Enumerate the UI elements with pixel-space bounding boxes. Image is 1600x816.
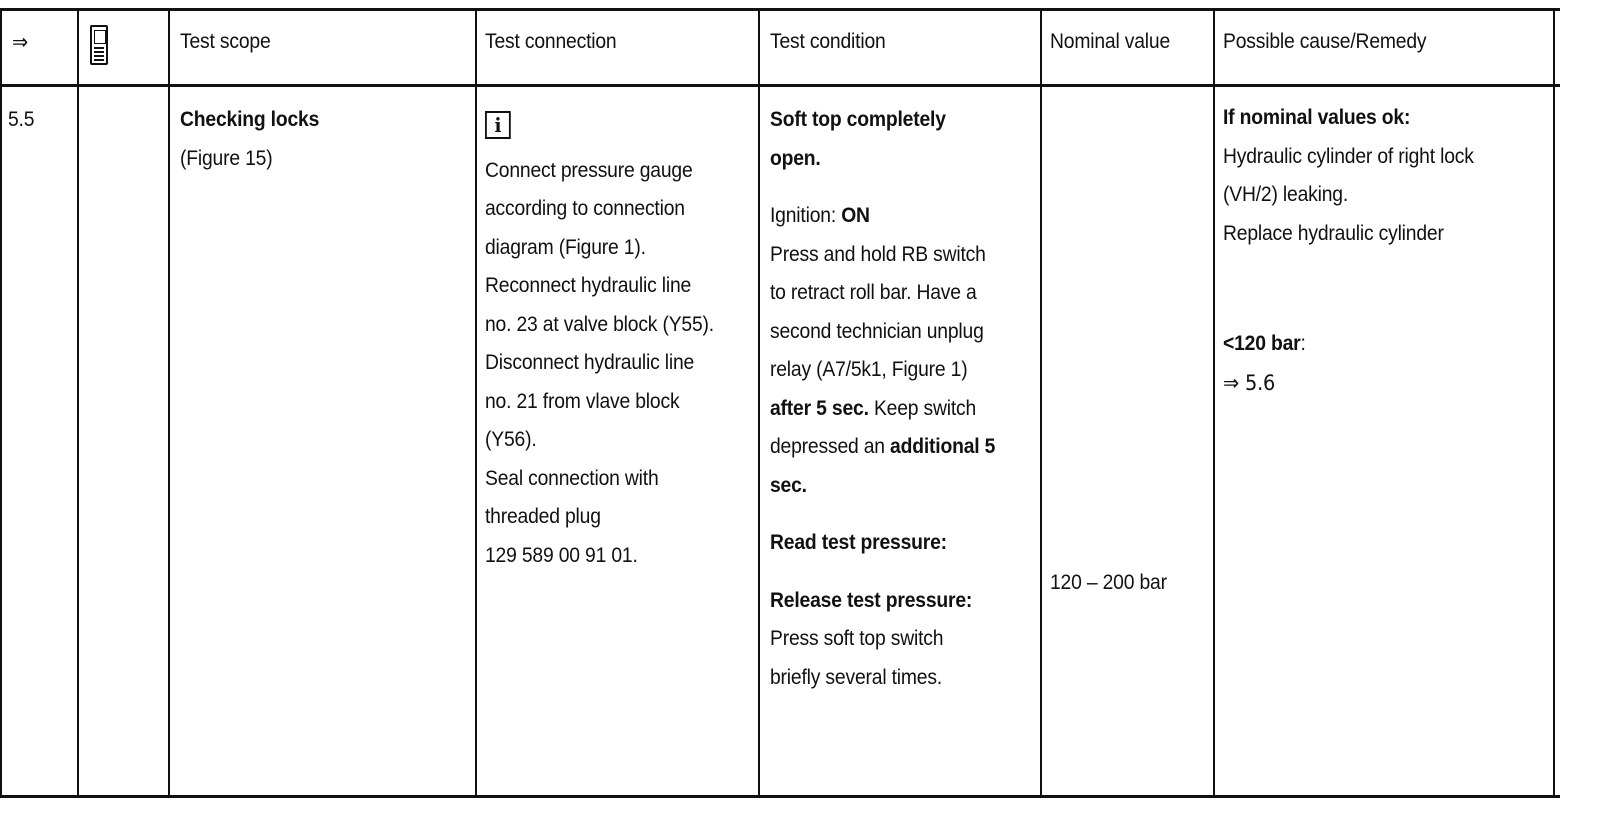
low-pressure-action: ⇒ 5.6	[1223, 370, 1276, 395]
header-nominal-value: Nominal value	[1050, 30, 1171, 53]
condition-line: to retract roll bar. Have a	[770, 281, 977, 304]
connection-line: threaded plug	[485, 505, 601, 528]
condition-line	[770, 390, 995, 429]
test-scope-title: Checking locks	[180, 108, 320, 131]
connection-line: no. 23 at valve block (Y55).	[485, 312, 714, 336]
test-scope-figure: (Figure 15)	[180, 146, 273, 170]
connection-line: 129 589 00 91 01.	[485, 543, 638, 567]
column-divider	[475, 11, 477, 795]
nominal-value: 120 – 200 bar	[1050, 571, 1167, 594]
release-line: briefly several times.	[770, 665, 943, 689]
test-connection-cell	[485, 107, 714, 575]
column-divider	[1213, 11, 1215, 795]
condition-line	[770, 428, 995, 467]
diagnostic-table	[0, 8, 1560, 798]
header-test-connection: Test connection	[485, 30, 617, 53]
test-scope-cell	[180, 101, 319, 178]
header-possible-cause: Possible cause/Remedy	[1223, 30, 1427, 53]
possible-cause-cell	[1223, 99, 1474, 402]
connection-line: Reconnect hydraulic line	[485, 274, 692, 297]
depressed-text: depressed an	[770, 435, 891, 458]
header-separator	[0, 84, 1560, 87]
test-condition-cell	[770, 101, 995, 697]
column-divider	[77, 11, 79, 795]
cause-line: (VH/2) leaking.	[1223, 183, 1349, 206]
connection-line: Connect pressure gauge	[485, 158, 693, 182]
column-divider	[758, 11, 760, 795]
header-arrow-icon: ⇒	[12, 30, 29, 54]
column-divider	[0, 11, 2, 795]
column-divider	[1040, 11, 1042, 795]
condition-line: relay (A7/5k1, Figure 1)	[770, 358, 968, 381]
cause-line: Hydraulic cylinder of right lock	[1223, 144, 1474, 168]
cause-line: Replace hydraulic cylinder	[1223, 221, 1444, 245]
column-divider	[168, 11, 170, 795]
low-pressure-colon: :	[1300, 332, 1306, 355]
connection-line: Seal connection with	[485, 466, 659, 490]
connection-line: according to connection	[485, 197, 685, 220]
keep-switch: Keep switch	[868, 396, 977, 420]
condition-line: second technician unplug	[770, 319, 984, 343]
ignition-value: ON	[841, 204, 870, 227]
low-pressure-label: <120 bar	[1223, 332, 1301, 355]
test-device-icon	[90, 25, 108, 65]
low-pressure-line	[1223, 325, 1474, 364]
connection-line: no. 21 from vlave block	[485, 389, 680, 413]
info-icon: i	[485, 111, 511, 139]
condition-line: Press and hold RB switch	[770, 242, 986, 266]
after-seconds: after 5 sec.	[770, 396, 869, 420]
header-test-condition: Test condition	[770, 30, 886, 53]
additional-seconds: additional 5	[890, 435, 996, 458]
connection-line: diagram (Figure 1).	[485, 235, 646, 259]
step-number: 5.5	[8, 108, 35, 131]
soft-top-condition: open.	[770, 146, 821, 170]
read-pressure: Read test pressure:	[770, 531, 947, 554]
ignition-label: Ignition:	[770, 204, 842, 227]
connection-line: (Y56).	[485, 428, 537, 451]
release-pressure: Release test pressure:	[770, 588, 973, 612]
column-divider	[1553, 11, 1555, 795]
ok-heading: If nominal values ok:	[1223, 106, 1411, 129]
ignition-line	[770, 197, 995, 236]
connection-line: Disconnect hydraulic line	[485, 351, 695, 374]
condition-line: sec.	[770, 473, 807, 497]
soft-top-condition: Soft top completely	[770, 108, 946, 131]
header-test-scope: Test scope	[180, 30, 271, 53]
release-line: Press soft top switch	[770, 627, 944, 650]
